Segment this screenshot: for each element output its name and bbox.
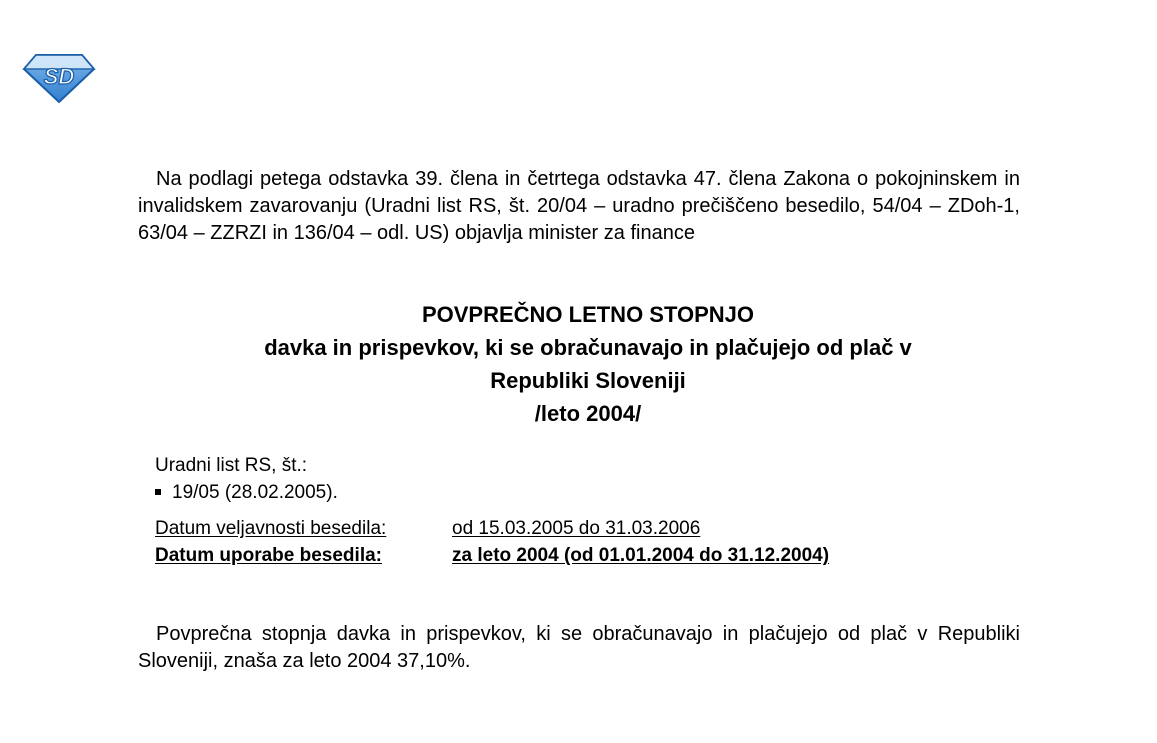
svg-text:SD: SD	[43, 64, 75, 89]
title-line-3: Republiki Sloveniji	[490, 368, 686, 393]
source-heading: Uradni list RS, št.:	[155, 455, 308, 476]
shield-logo-icon	[22, 52, 96, 104]
usage-row	[155, 542, 829, 569]
title-line-2: davka in prispevkov, ki se obračunavajo in plačujejo od plač v	[264, 335, 912, 360]
rate-statement-text: Povprečna stopnja davka in prispevkov, ki se obračunavajo in plačujejo od plač v Republiki Sloveniji, znaša za leto 2004 37,10%.	[138, 623, 1020, 672]
dates-block	[155, 515, 829, 569]
rate-statement-paragraph	[138, 621, 1020, 675]
validity-row	[155, 515, 829, 542]
source-list-item	[155, 479, 338, 506]
square-bullet-icon	[155, 489, 161, 495]
usage-label: Datum uporabe besedila:	[155, 545, 382, 566]
title-line-1: POVPREČNO LETNO STOPNJO	[421, 302, 755, 327]
usage-value: za leto 2004 (od 01.01.2004 do 31.12.2004)	[452, 545, 830, 566]
source-item-text: 19/05 (28.02.2005).	[172, 482, 338, 503]
gazette-source	[155, 452, 338, 506]
title-line-4: /leto 2004/	[534, 401, 642, 426]
validity-value: od 15.03.2005 do 31.03.2006	[452, 518, 701, 539]
publisher-logo	[22, 52, 96, 104]
validity-label: Datum veljavnosti besedila:	[155, 518, 387, 539]
preamble-paragraph	[138, 166, 1020, 247]
preamble-text: Na podlagi petega odstavka 39. člena in četrtega odstavka 47. člena Zakona o pokojninskem in invalidskem zavarovanju (Uradni list RS, št. 20/04 – uradno prečiščeno besedilo, 54/04 – ZDoh-1, 63/04 – ZZRZI in 136/04 – odl. US) objavlja minister za finance	[138, 168, 1020, 244]
document-title	[138, 298, 1038, 430]
